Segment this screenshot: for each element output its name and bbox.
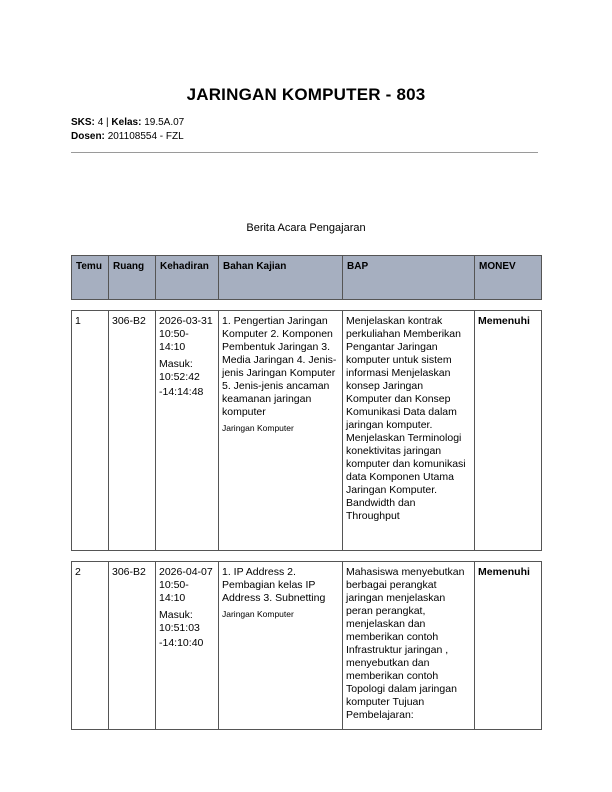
- sks-value: 4: [97, 117, 104, 128]
- kehadiran-time: 10:50-14:10: [159, 328, 189, 353]
- table-row: [72, 562, 542, 730]
- table-header-row: [72, 256, 542, 300]
- cell-monev: Memenuhi: [475, 562, 542, 730]
- cell-bap: Menjelaskan kontrak perkuliahan Memberikan Pengantar Jaringan komputer untuk sistem informasi Menjelaskan konsep Jaringan Komputer dan Konsep Komunikasi Data dalam jaringan komputer. Menjelaskan Terminologi konektivitas jaringan komputer dan komunikasi data Komponen Utama Jaringan Komputer. Bandwidth dan Throughput: [343, 311, 475, 551]
- kehadiran-keluar-time: -14:14:48: [159, 386, 204, 398]
- kehadiran-masuk-label: Masuk:: [159, 609, 193, 621]
- cell-bahan-kajian: [219, 562, 343, 730]
- dosen-value: 201108554 - FZL: [107, 131, 184, 142]
- col-header-monev: MONEV: [475, 256, 542, 300]
- sks-label: SKS:: [71, 117, 95, 128]
- bahan-subject: Jaringan Komputer: [222, 423, 294, 433]
- cell-bap: Mahasiswa menyebutkan berbagai perangkat jaringan menjelaskan peran perangkat, menjelaskan dan memberikan contoh Infrastruktur jaringan , menyebutkan dan memberikan contoh Topologi dalam jaringan komputer Tujuan Pembelajaran:: [343, 562, 475, 730]
- course-meta-dosen: [71, 131, 184, 142]
- cell-monev: Memenuhi: [475, 311, 542, 551]
- bahan-text: 1. IP Address 2. Pembagian kelas IP Address 3. Subnetting: [222, 566, 326, 604]
- kehadiran-date: 2026-04-07: [159, 566, 213, 578]
- bahan-text: 1. Pengertian Jaringan Komputer 2. Komponen Pembentuk Jaringan 3. Media Jaringan 4. Jenis-jenis Jaringan Komputer 5. Jenis-jenis ancaman keamanan jaringan komputer: [222, 315, 337, 418]
- bap-table: [71, 255, 542, 730]
- kehadiran-masuk-label: Masuk:: [159, 358, 193, 370]
- cell-kehadiran: [156, 311, 219, 551]
- dosen-label: Dosen:: [71, 131, 105, 142]
- cell-ruang: 306-B2: [109, 311, 156, 551]
- col-header-bap: BAP: [343, 256, 475, 300]
- section-title: Berita Acara Pengajaran: [246, 222, 366, 234]
- cell-temu: 1: [72, 311, 109, 551]
- col-header-temu: Temu: [72, 256, 109, 300]
- cell-ruang: 306-B2: [109, 562, 156, 730]
- col-header-kehadiran: Kehadiran: [156, 256, 219, 300]
- course-meta-sks-kelas: SKS: 4 | Kelas: 19.5A.07: [71, 117, 185, 128]
- bahan-subject: Jaringan Komputer: [222, 609, 294, 619]
- kelas-label: Kelas:: [111, 117, 142, 128]
- kehadiran-keluar-time: -14:10:40: [159, 637, 204, 649]
- col-header-ruang: Ruang: [109, 256, 156, 300]
- header-divider: [71, 152, 538, 153]
- kehadiran-time: 10:50-14:10: [159, 579, 189, 604]
- kelas-value: 19.5A.07: [144, 117, 185, 128]
- row-separator: [72, 551, 542, 562]
- cell-bahan-kajian: [219, 311, 343, 551]
- table-row: [72, 311, 542, 551]
- page-title: JARINGAN KOMPUTER - 803: [186, 85, 426, 104]
- kehadiran-masuk-time: 10:51:03: [159, 622, 200, 634]
- kehadiran-date: 2026-03-31: [159, 315, 213, 327]
- cell-temu: 2: [72, 562, 109, 730]
- row-separator: [72, 300, 542, 311]
- cell-kehadiran: [156, 562, 219, 730]
- col-header-bahan-kajian: Bahan Kajian: [219, 256, 343, 300]
- kehadiran-masuk-time: 10:52:42: [159, 371, 200, 383]
